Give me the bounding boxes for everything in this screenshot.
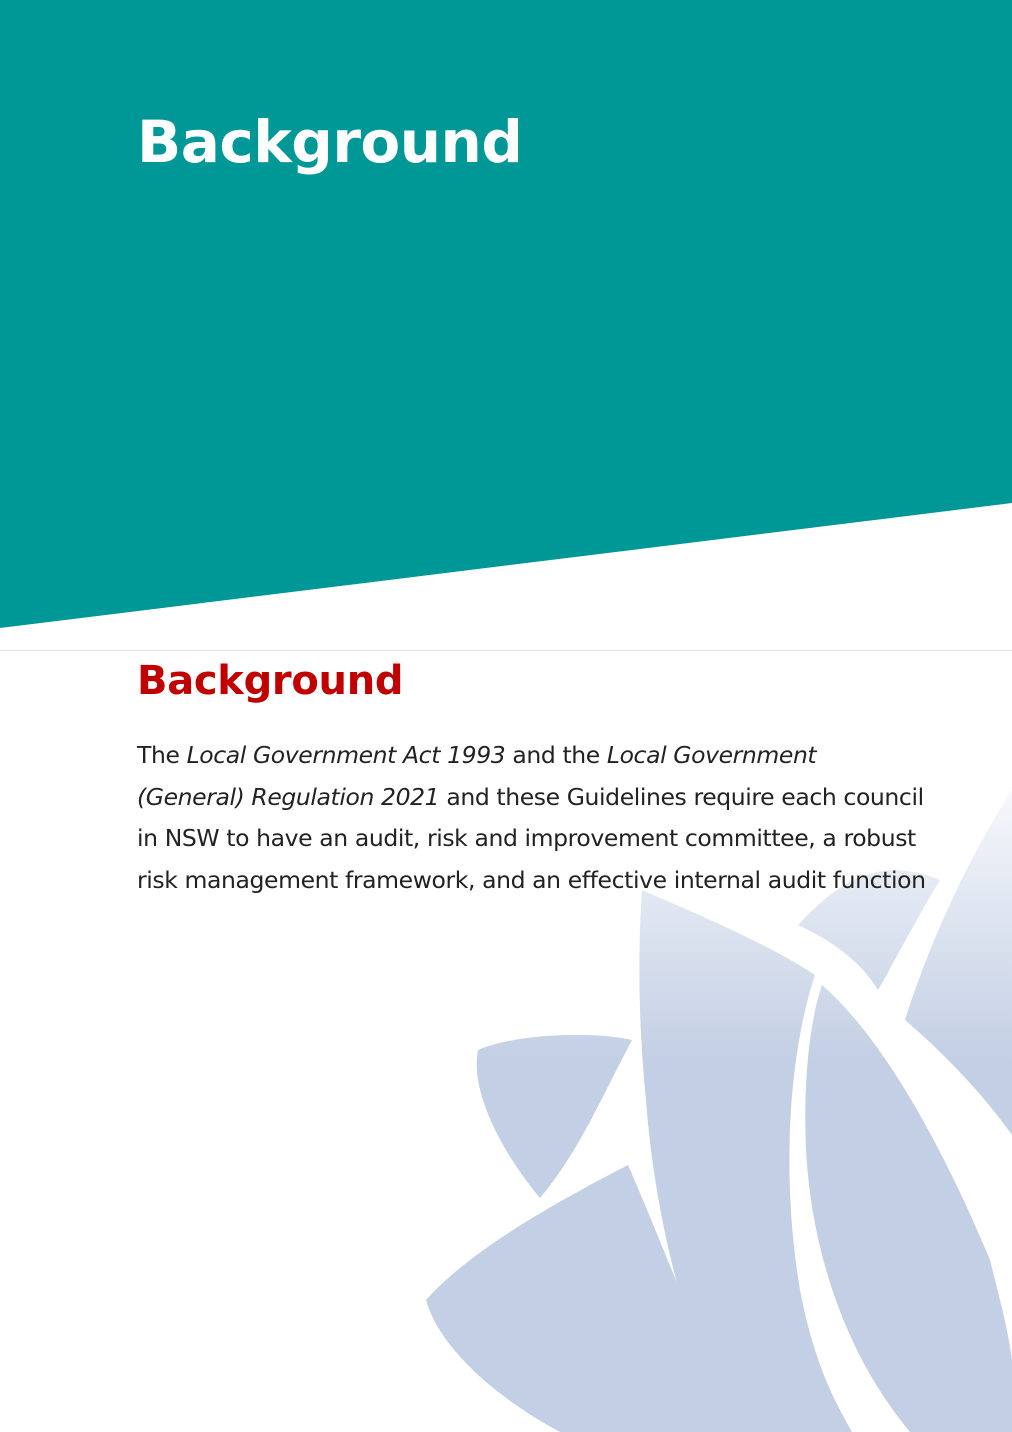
- regulation-title: Local Government (General) Regulation 2021: [137, 741, 817, 811]
- act-title: Local Government Act 1993: [186, 741, 506, 769]
- paragraph-text-2: and the: [505, 741, 607, 769]
- header-title: Background: [137, 108, 523, 176]
- paragraph-text-1: The: [137, 741, 187, 769]
- paragraph-text-3: and these Guidelines require each council in NSW to have an audit, risk and improvement committee, a robust risk management framework, and an effective internal audit function: [137, 782, 926, 894]
- section-heading: Background: [137, 658, 404, 704]
- intro-paragraph: [137, 735, 927, 901]
